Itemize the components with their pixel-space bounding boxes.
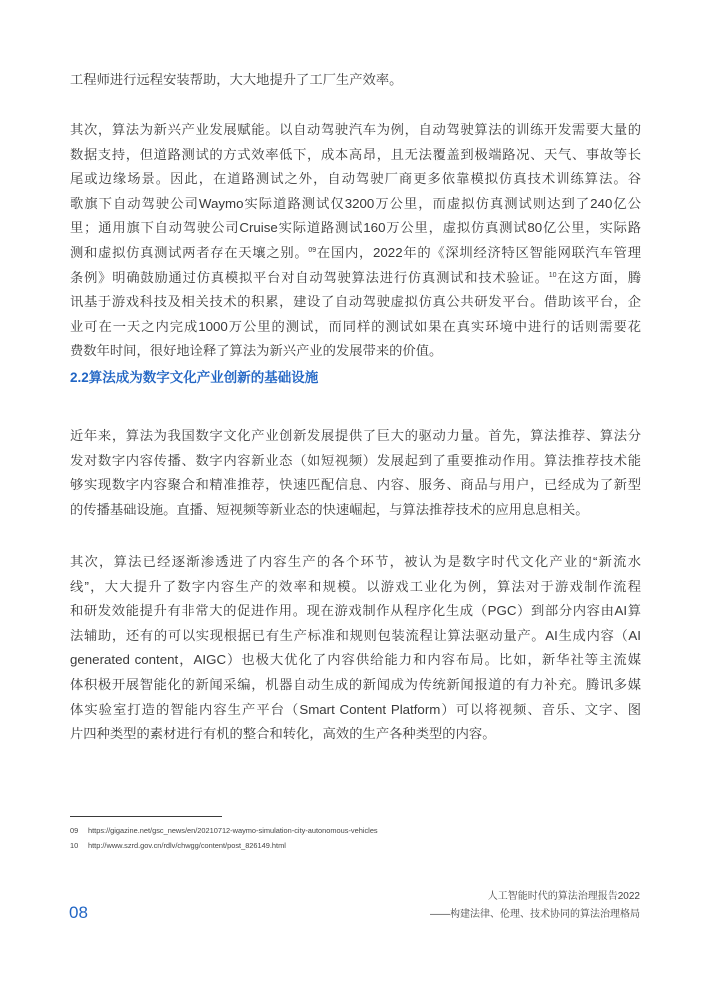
footnotes [70, 823, 641, 853]
section-heading: 2.2算法成为数字文化产业创新的基础设施 [70, 370, 319, 385]
running-title: 人工智能时代的算法治理报告2022 [487, 891, 640, 902]
body-text-line: 工程师进行远程安装帮助，大大地提升了工厂生产效率。 [70, 72, 403, 87]
body-text-line: 体积极开展智能化的新闻采编，机器自动生成的新闻成为传统新闻报道的有力补充。腾讯多媒 [70, 676, 641, 692]
body-text-line: generated content，AIGC）也极大优化了内容供给能力和内容布局。比如，新华社等主流媒 [70, 652, 641, 668]
running-header [430, 888, 640, 924]
body-text-line: 歌旗下自动驾驶公司Waymo实际道路测试仅3200万公里，而虚拟仿真测试则达到了240亿公 [70, 195, 641, 211]
footnote-item [70, 838, 641, 853]
body-text-line: 业可在一天之内完成1000万公里的测试，而同样的测试如果在真实环境中进行的话则需要花 [70, 318, 641, 334]
body-text-line: 数据支持，但道路测试的方式效率低下，成本高昂，且无法覆盖到极端路况、天气、事故等长 [70, 146, 641, 162]
footnote-link[interactable]: http://www.szrd.gov.cn/rdlv/chwgg/content/post_826149.html [88, 841, 286, 850]
body-text-segment: 在这方面，腾 [556, 269, 641, 285]
body-text-line: 近年来，算法为我国数字文化产业创新发展提供了巨大的驱动力量。首先，算法推荐、算法分 [70, 428, 641, 443]
body-text-line: 其次，算法为新兴产业发展赋能。以自动驾驶汽车为例，自动驾驶算法的训练开发需要大量的 [70, 122, 641, 137]
body-text-segment: 在国内，2022年的《深圳经济特区智能网联汽车管理 [316, 244, 641, 260]
footnote-divider [70, 816, 222, 817]
body-text-line: 体实验室打造的智能内容生产平台（Smart Content Platform）可以将视频、音乐、文字、图 [70, 701, 641, 717]
paragraph-continuation [70, 68, 641, 93]
body-text-line: 的传播基础设施。直播、短视频等新业态的快速崛起，与算法推荐技术的应用息息相关。 [70, 501, 589, 517]
body-text-line: 尾或边缘场景。因此，在道路测试之外，自动驾驶厂商更多依靠模拟仿真技术训练算法。谷 [70, 171, 641, 187]
body-text-line: 法辅助，还有的可以实现根据已有生产标准和规则包装流程让算法驱动量产。AI生成内容（AI [70, 627, 641, 643]
paragraph-content-production [70, 550, 641, 747]
body-text-line [70, 241, 641, 266]
body-text-line: 里；通用旗下自动驾驶公司Cruise实际道路测试160万公里，虚拟仿真测试80亿公里，实际路 [70, 220, 641, 236]
page-number: 08 [69, 903, 88, 922]
body-text-line: 发对数字内容传播、数字内容新业态（如短视频）发展起到了重要推动作用。算法推荐技术能 [70, 452, 641, 468]
body-text-line: 讯基于游戏科技及相关技术的积累，建设了自动驾驶虚拟仿真公共研发平台。借助该平台，企 [70, 294, 641, 310]
body-text-line: 其次，算法已经逐渐渗透进了内容生产的各个环节，被认为是数字时代文化产业的“新流水 [70, 554, 641, 569]
footnote-ref[interactable]: 10 [548, 271, 557, 279]
body-text-segment: 条例》明确鼓励通过仿真模拟平台对自动驾驶算法进行仿真测试和技术验证。 [70, 269, 549, 285]
paragraph-recommendation [70, 424, 641, 522]
body-text-segment: 测和虚拟仿真测试两者存在天壤之别。 [70, 244, 309, 260]
body-text-line [70, 266, 641, 291]
footnote-item [70, 823, 641, 838]
footnote-link[interactable]: https://gigazine.net/gsc_news/en/20210712-waymo-simulation-city-autonomous-vehicles [88, 826, 378, 835]
body-text-line: 线”，大大提升了数字内容生产的效率和规模。以游戏工业化为例，算法对于游戏制作流程 [70, 578, 641, 594]
footnote-number: 10 [70, 841, 79, 850]
body-text-line: 和研发效能提升有非常大的促进作用。现在游戏制作从程序化生成（PGC）到部分内容由AI算 [70, 603, 641, 619]
running-subtitle: ——构建法律、伦理、技术协同的算法治理格局 [430, 909, 640, 920]
footnote-ref[interactable]: 09 [308, 246, 317, 254]
body-text-line: 够实现数字内容聚合和精准推荐，快速匹配信息、内容、服务、商品与用户，已经成为了新型 [70, 477, 641, 493]
body-text-line: 片四种类型的素材进行有机的整合和转化，高效的生产各种类型的内容。 [70, 726, 496, 742]
footnote-number: 09 [70, 826, 79, 835]
paragraph-autonomous-driving [70, 118, 641, 364]
body-text-line: 费数年时间，很好地诠释了算法为新兴产业的发展带来的价值。 [70, 343, 443, 359]
